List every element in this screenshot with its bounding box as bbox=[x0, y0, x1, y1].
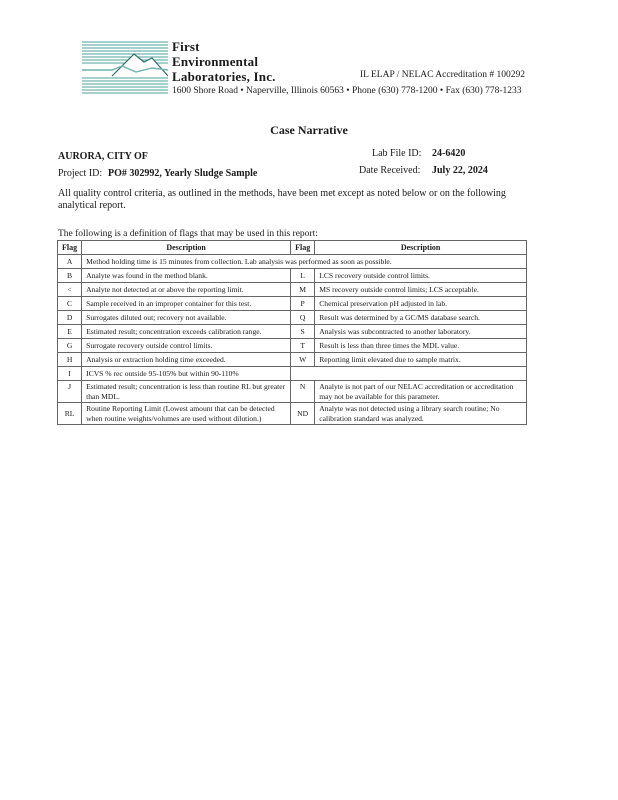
flag-code: A bbox=[58, 255, 82, 269]
header-flag: Flag bbox=[291, 241, 315, 255]
flag-description: MS recovery outside control limits; LCS acceptable. bbox=[315, 283, 527, 297]
date-received-label: Date Received: bbox=[359, 165, 421, 176]
flag-code: L bbox=[291, 269, 315, 283]
lab-file-label: Lab File ID: bbox=[372, 148, 422, 159]
table-row bbox=[58, 403, 527, 425]
flag-code: P bbox=[291, 297, 315, 311]
flag-description: Estimated result; concentration exceeds calibration range. bbox=[82, 325, 291, 339]
flag-code: I bbox=[58, 367, 82, 381]
header-flag: Flag bbox=[58, 241, 82, 255]
header-description: Description bbox=[315, 241, 527, 255]
flag-code: H bbox=[58, 353, 82, 367]
flag-description: Routine Reporting Limit (Lowest amount that can be detected when routine weights/volumes are used without dilution.) bbox=[82, 403, 291, 425]
table-row bbox=[58, 339, 527, 353]
flag-code bbox=[291, 367, 315, 381]
flag-code: B bbox=[58, 269, 82, 283]
flag-description: Estimated result; concentration is less than routine RL but greater than MDL. bbox=[82, 381, 291, 403]
flag-description: Result is less than three times the MDL value. bbox=[315, 339, 527, 353]
table-row bbox=[58, 297, 527, 311]
flag-description: Analyte is not part of our NELAC accreditation or accreditation may not be available for this parameter. bbox=[315, 381, 527, 403]
table-row bbox=[58, 353, 527, 367]
flag-code: D bbox=[58, 311, 82, 325]
flag-description: Analyte was not detected using a library search routine; No calibration standard was analyzed. bbox=[315, 403, 527, 425]
flag-description bbox=[315, 367, 527, 381]
qc-statement: All quality control criteria, as outlined in the methods, have been met except as noted below or on the following analytical report. bbox=[58, 188, 506, 211]
lab-file-value: 24-6420 bbox=[432, 148, 466, 159]
table-header-row bbox=[58, 241, 527, 255]
table-row bbox=[58, 255, 527, 269]
flag-intro: The following is a definition of flags that may be used in this report: bbox=[58, 229, 318, 239]
flag-description: ICVS % rec outside 95-105% but within 90-110% bbox=[82, 367, 291, 381]
company-name-line1: First bbox=[172, 39, 200, 54]
flag-code: S bbox=[291, 325, 315, 339]
flag-code: M bbox=[291, 283, 315, 297]
company-name-line3: Laboratories, Inc. bbox=[172, 69, 276, 84]
table-row bbox=[58, 325, 527, 339]
flag-code: ND bbox=[291, 403, 315, 425]
flag-description: Chemical preservation pH adjusted in lab. bbox=[315, 297, 527, 311]
flag-code: C bbox=[58, 297, 82, 311]
table-row bbox=[58, 367, 527, 381]
flag-code: W bbox=[291, 353, 315, 367]
client-name: AURORA, CITY OF bbox=[58, 151, 148, 162]
flag-description: LCS recovery outside control limits. bbox=[315, 269, 527, 283]
flag-code: E bbox=[58, 325, 82, 339]
company-address: 1600 Shore Road • Naperville, Illinois 60563 • Phone (630) 778-1200 • Fax (630) 778-1233 bbox=[172, 86, 522, 96]
flag-description: Surrogates diluted out; recovery not available. bbox=[82, 311, 291, 325]
table-row bbox=[58, 283, 527, 297]
flag-description: Sample received in an improper container for this test. bbox=[82, 297, 291, 311]
flag-code: T bbox=[291, 339, 315, 353]
flag-description: Method holding time is 15 minutes from collection. Lab analysis was performed as soon as possible. bbox=[82, 255, 527, 269]
flag-description: Analyte not detected at or above the reporting limit. bbox=[82, 283, 291, 297]
date-received-value: July 22, 2024 bbox=[432, 165, 488, 176]
company-name-line2: Environmental bbox=[172, 54, 259, 69]
header-description: Description bbox=[82, 241, 291, 255]
flag-code: < bbox=[58, 283, 82, 297]
flag-definition-table bbox=[57, 240, 527, 425]
flag-description: Surrogate recovery outside control limits. bbox=[82, 339, 291, 353]
table-row bbox=[58, 381, 527, 403]
flag-code: G bbox=[58, 339, 82, 353]
company-logo bbox=[82, 40, 168, 98]
page-title: Case Narrative bbox=[270, 123, 348, 137]
flag-code: Q bbox=[291, 311, 315, 325]
flag-description: Analysis or extraction holding time exceeded. bbox=[82, 353, 291, 367]
flag-description: Analysis was subcontracted to another laboratory. bbox=[315, 325, 527, 339]
flag-description: Analyte was found in the method blank. bbox=[82, 269, 291, 283]
accreditation-text: IL ELAP / NELAC Accreditation # 100292 bbox=[360, 70, 525, 80]
project-label: Project ID: bbox=[58, 168, 103, 179]
flag-description: Reporting limit elevated due to sample matrix. bbox=[315, 353, 527, 367]
table-row bbox=[58, 311, 527, 325]
flag-code: J bbox=[58, 381, 82, 403]
table-row bbox=[58, 269, 527, 283]
flag-code: N bbox=[291, 381, 315, 403]
flag-description: Result was determined by a GC/MS database search. bbox=[315, 311, 527, 325]
project-value: PO# 302992, Yearly Sludge Sample bbox=[108, 168, 258, 179]
flag-code: RL bbox=[58, 403, 82, 425]
